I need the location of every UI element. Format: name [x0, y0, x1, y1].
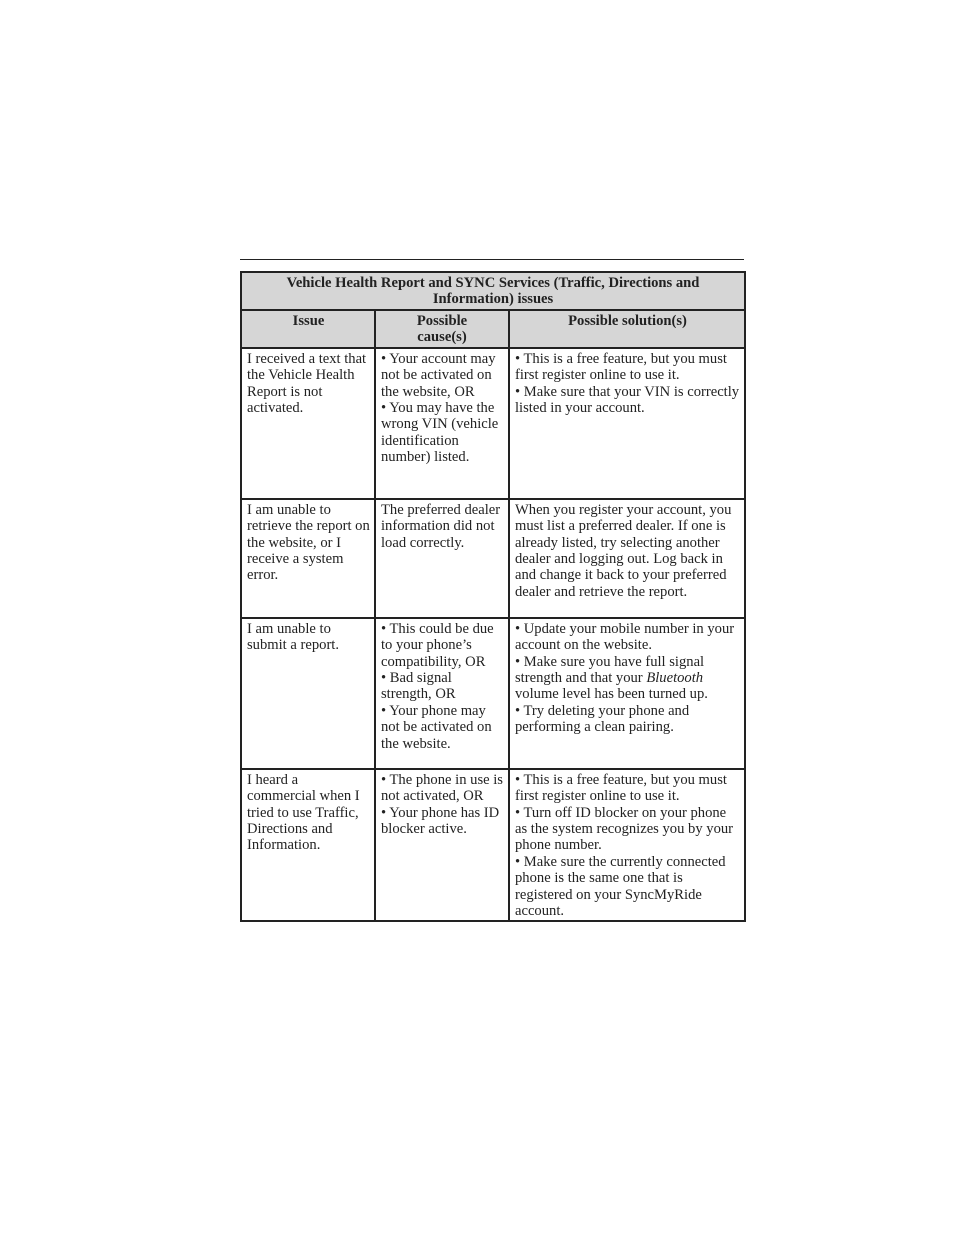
solution-item: • Make sure the currently connected phone is the same one that is registered on your SyncMyRide account.	[515, 853, 726, 920]
header-possible-causes: Possible cause(s)	[375, 310, 509, 348]
solution-text: • Make sure you have full signal strength and that your	[515, 653, 705, 687]
solution-cell	[509, 499, 745, 618]
issue-cell: I heard a commercial when I tried to use Traffic, Directions and Information.	[241, 769, 375, 922]
table-row	[241, 348, 745, 499]
cause-item: • You may have the wrong VIN (vehicle identification number) listed.	[381, 400, 499, 466]
cause-item: • Your phone may not be activated on the website.	[381, 702, 492, 752]
solution-text: volume level has been turned up.	[515, 686, 708, 703]
solution-item: • Try deleting your phone and performing a clean pairing.	[515, 702, 690, 736]
solution-item: When you register your account, you must list a preferred dealer. If one is already listed, try selecting another dealer and logging out. Log back in and change it back to your preferred dealer and retrieve the report.	[515, 501, 732, 600]
bluetooth-term: Bluetooth	[646, 670, 704, 687]
solution-cell	[509, 348, 745, 499]
solution-item: • Turn off ID blocker on your phone as the system recognizes you by your phone number.	[515, 804, 734, 854]
top-rule	[240, 259, 744, 260]
cause-item: • This could be due to your phone’s compatibility, OR	[381, 620, 494, 670]
cause-item: • Your account may not be activated on the website, OR	[381, 350, 496, 400]
table-row	[241, 618, 745, 769]
solution-item: • This is a free feature, but you must first register online to use it.	[515, 771, 727, 805]
solution-cell	[509, 769, 745, 922]
solution-item	[515, 654, 740, 703]
cause-cell	[375, 499, 509, 618]
table-header-row	[241, 310, 745, 348]
header-issue: Issue	[241, 310, 375, 348]
table-title-row	[241, 272, 745, 310]
solution-item: • Make sure that your VIN is correctly listed in your account.	[515, 383, 740, 417]
table-title: Vehicle Health Report and SYNC Services (Traffic, Directions and Information) issues	[241, 272, 745, 310]
issue-cell: I am unable to submit a report.	[241, 618, 375, 769]
cause-cell	[375, 769, 509, 922]
table-row	[241, 769, 745, 922]
cause-item: • Your phone has ID blocker active.	[381, 804, 500, 838]
cause-item: • The phone in use is not activated, OR	[381, 771, 503, 805]
cause-cell	[375, 618, 509, 769]
issue-cell: I received a text that the Vehicle Health Report is not activated.	[241, 348, 375, 499]
solution-item: • This is a free feature, but you must first register online to use it.	[515, 350, 727, 384]
header-possible-solutions: Possible solution(s)	[509, 310, 745, 348]
solution-cell	[509, 618, 745, 769]
issues-table	[240, 271, 746, 922]
issue-cell: I am unable to retrieve the report on the website, or I receive a system error.	[241, 499, 375, 618]
cause-cell	[375, 348, 509, 499]
table-row	[241, 499, 745, 618]
cause-item: The preferred dealer information did not load correctly.	[381, 501, 501, 551]
solution-item: • Update your mobile number in your account on the website.	[515, 620, 735, 654]
cause-item: • Bad signal strength, OR	[381, 670, 456, 703]
